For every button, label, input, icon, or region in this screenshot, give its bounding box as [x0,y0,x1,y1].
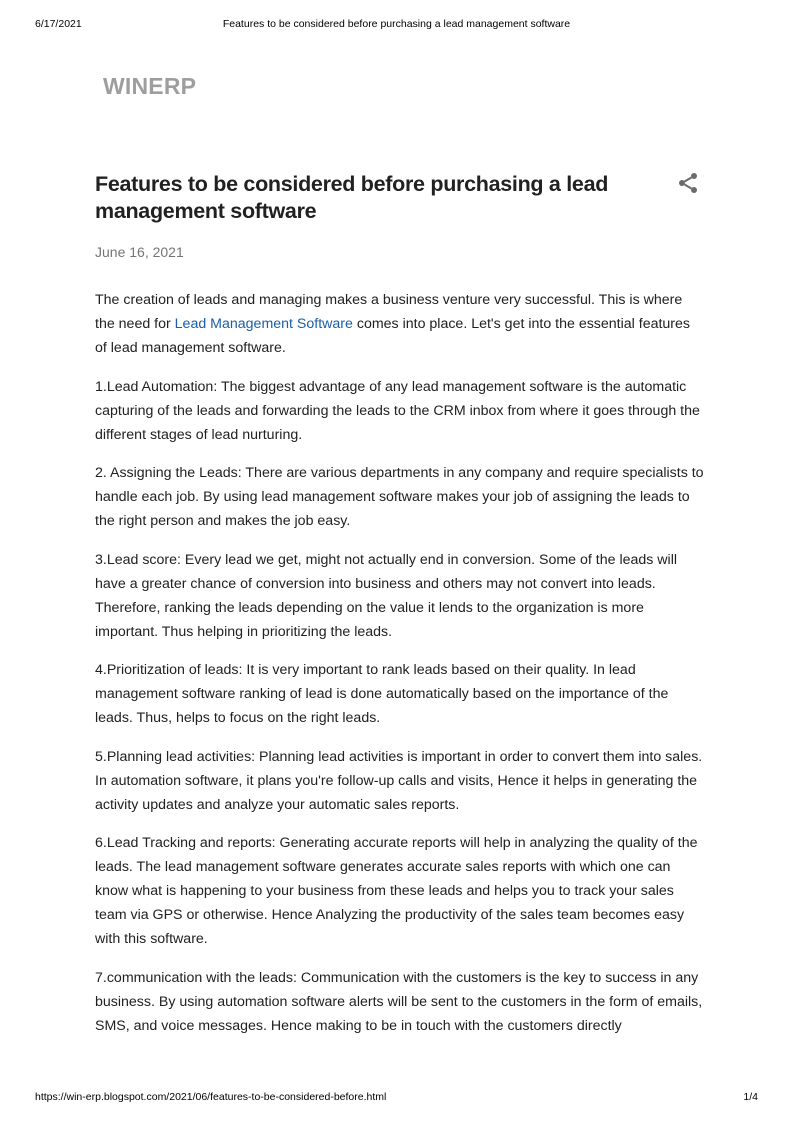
print-footer [0,1091,793,1105]
paragraph-planning-activities: 5.Planning lead activities: Planning lead activities is important in order to convert them into sales. In automation software, it plans you're follow-up calls and visits, Hence it helps in generating the activity updates and analyze your automatic sales reports. [95,748,703,813]
paragraph-communication: 7.communication with the leads: Communication with the customers is the key to success in any business. By using automation software alerts will be sent to the customers in the form of emails, SMS, and voice messages. Hence making to be in touch with the customers directly [95,969,703,1034]
post-date: June 16, 2021 [95,244,184,260]
paragraph-lead-score: 3.Lead score: Every lead we get, might not actually end in conversion. Some of the leads will have a greater chance of conversion into business and others may not convert into leads. Therefore, ranking the leads depending on the value it lends to the organization is more important. Thus helping in prioritizing the leads. [95,551,678,640]
intro-paragraph [95,288,705,360]
share-icon-glyph [676,171,700,195]
print-date: 6/17/2021 [35,18,82,30]
paragraph-assigning-leads: 2. Assigning the Leads: There are various departments in any company and require specialists to handle each job. By using lead management software makes your job of assigning the leads to the right person and makes the job easy. [95,465,704,529]
print-header [0,18,793,32]
paragraph-prioritization: 4.Prioritization of leads: It is very important to rank leads based on their quality. In lead management software ranking of lead is done automatically based on the importance of the leads. Thus, helps to focus on the right leads. [95,662,669,726]
print-url: https://win-erp.blogspot.com/2021/06/features-to-be-considered-before.html [35,1091,387,1103]
paragraph-lead-automation: 1.Lead Automation: The biggest advantage of any lead management software is the automatic capturing of the leads and forwarding the leads to the CRM inbox from where it goes through the different stages of lead nurturing. [95,378,700,443]
intro-text-before: The creation of leads and managing makes a business venture very successful. This is where the need for [95,292,683,332]
post-body [95,288,705,1052]
page-number: 1/4 [743,1091,758,1103]
print-title: Features to be considered before purchasing a lead management software [222,18,571,30]
paragraph-tracking-reports: 6.Lead Tracking and reports: Generating accurate reports will help in analyzing the quality of the leads. The lead management software generates accurate sales reports with which one can know what is happening to your business from these leads and helps you to track your sales team via GPS or otherwise. Hence Analyzing the productivity of the sales team becomes easy with this software. [95,835,698,947]
share-icon[interactable] [676,171,700,195]
post-title: Features to be considered before purchasing a lead management software [95,172,609,223]
lead-management-software-link[interactable]: Lead Management Software [174,316,353,332]
blog-name[interactable]: WINERP [103,73,197,99]
intro-text-after: comes into place. Let's get into the essential features of lead management software. [95,316,691,356]
